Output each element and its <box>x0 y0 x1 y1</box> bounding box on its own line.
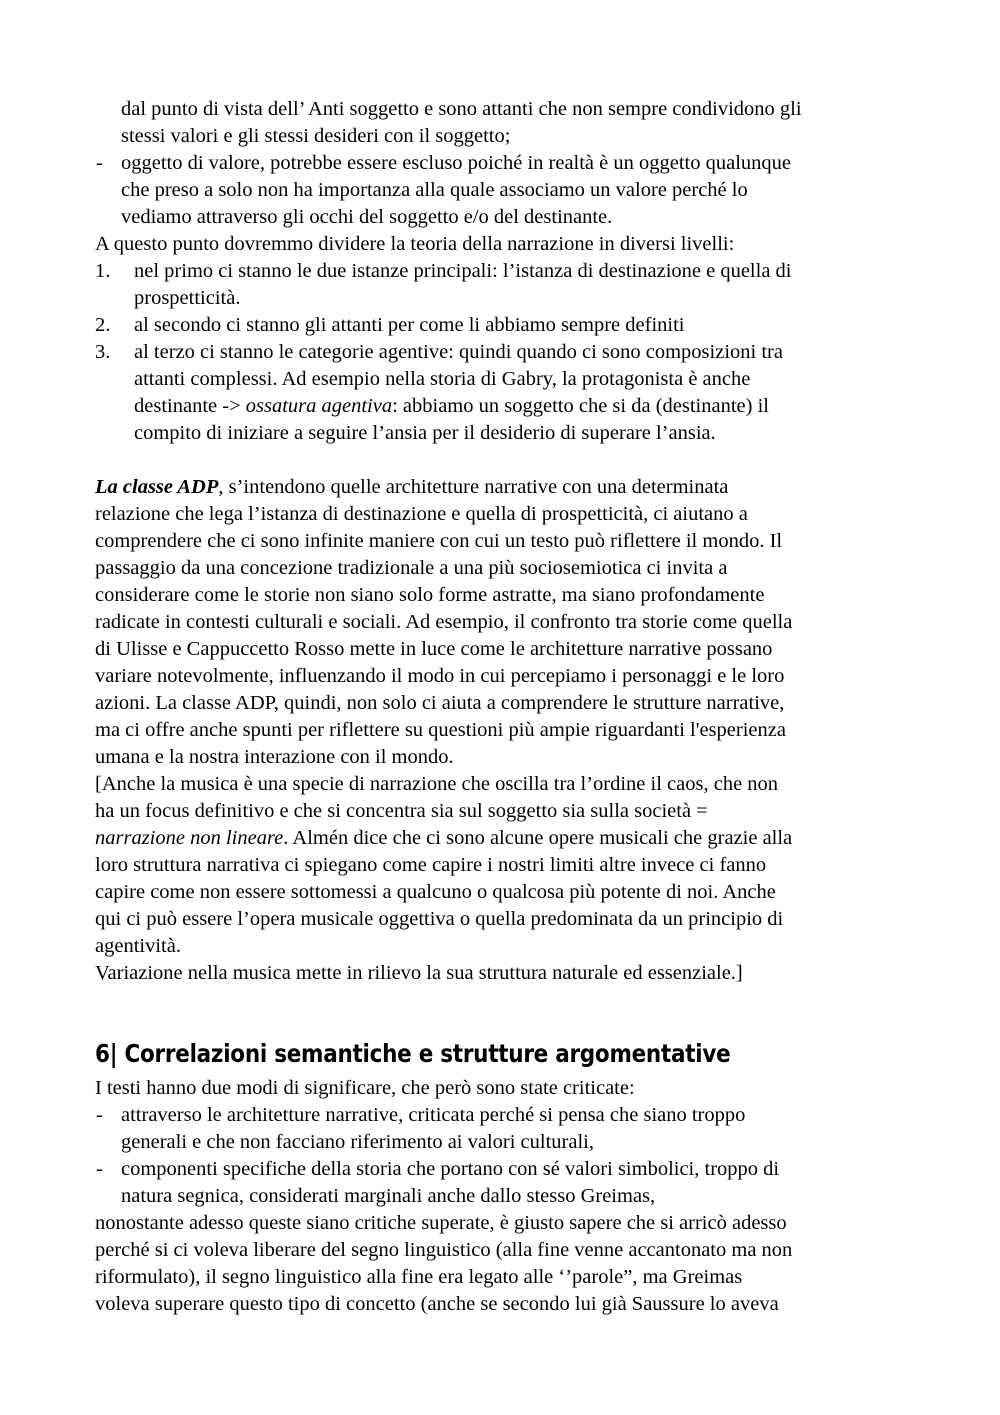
text-run: : abbiamo un soggetto che si da (destinante) il <box>392 395 769 417</box>
text-run: destinante -> <box>134 395 246 417</box>
paragraph-line: ha un focus definitivo e che si concentra sia sul soggetto sia sulla società = <box>95 800 708 822</box>
list-item-line: natura segnica, considerati marginali anche dallo stesso Greimas, <box>121 1185 656 1207</box>
list-item-continuation-line: dal punto di vista dell’ Anti soggetto e sono attanti che non sempre condividono gli <box>121 98 802 120</box>
list-item-line: che preso a solo non ha importanza alla quale associamo un valore perché lo <box>121 179 748 201</box>
section-heading: 6| Correlazioni semantiche e strutture argomentative <box>95 1039 731 1068</box>
paragraph-line: voleva superare questo tipo di concetto (anche se secondo lui già Saussure lo aveva <box>95 1293 779 1315</box>
bold-italic-term: La classe ADP <box>95 476 219 498</box>
list-number: 2. <box>95 314 111 336</box>
list-item-line: compito di iniziare a seguire l’ansia per il desiderio di superare l’ansia. <box>134 422 716 444</box>
list-item-line: componenti specifiche della storia che portano con sé valori simbolici, troppo di <box>121 1158 780 1180</box>
paragraph-line: passaggio da una concezione tradizionale a una più sociosemiotica ci invita a <box>95 557 728 579</box>
list-bullet: - <box>96 152 103 174</box>
list-bullet: - <box>96 1158 103 1180</box>
emphasis-text: narrazione non lineare <box>95 827 284 849</box>
text-run: , s’intendono quelle architetture narrative con una determinata <box>218 476 729 498</box>
list-item-line: attanti complessi. Ad esempio nella storia di Gabry, la protagonista è anche <box>134 368 751 390</box>
list-item-continuation-line: stessi valori e gli stessi desideri con il soggetto; <box>121 125 511 147</box>
paragraph-line: di Ulisse e Cappuccetto Rosso mette in luce come le architetture narrative possano <box>95 638 773 660</box>
paragraph-line: capire come non essere sottomessi a qualcuno o qualcosa più potente di noi. Anche <box>95 881 776 903</box>
paragraph-line <box>95 474 728 501</box>
list-item-line: generali e che non facciano riferimento ai valori culturali, <box>121 1131 594 1153</box>
list-number: 3. <box>95 341 111 363</box>
paragraph-line: A questo punto dovremmo dividere la teoria della narrazione in diversi livelli: <box>95 233 735 255</box>
paragraph-line: qui ci può essere l’opera musicale oggettiva o quella predominata da un principio di <box>95 908 784 930</box>
paragraph-line: I testi hanno due modi di significare, che però sono state criticate: <box>95 1077 635 1099</box>
list-number: 1. <box>95 260 111 282</box>
paragraph-line: variare notevolmente, influenzando il modo in cui percepiamo i personaggi e le loro <box>95 665 785 687</box>
paragraph-line: radicate in contesti culturali e sociali. Ad esempio, il confronto tra storie come quella <box>95 611 793 633</box>
list-item-line: oggetto di valore, potrebbe essere escluso poiché in realtà è un oggetto qualunque <box>121 152 792 174</box>
text-run: . Almén dice che ci sono alcune opere musicali che grazie alla <box>283 827 793 849</box>
list-item-line: attraverso le architetture narrative, criticata perché si pensa che siano troppo <box>121 1104 746 1126</box>
paragraph-line: nonostante adesso queste siano critiche superate, è giusto sapere che si arricò adesso <box>95 1212 787 1234</box>
paragraph-line: riformulato), il segno linguistico alla fine era legato alle ‘’parole”, ma Greimas <box>95 1266 743 1288</box>
emphasis-text: ossatura agentiva <box>245 395 393 417</box>
list-item-line: al terzo ci stanno le categorie agentive: quindi quando ci sono composizioni tra <box>134 341 783 363</box>
paragraph-line: perché si ci voleva liberare del segno linguistico (alla fine venne accantonato ma non <box>95 1239 793 1261</box>
list-item-line <box>134 393 769 420</box>
paragraph-line: loro struttura narrativa ci spiegano come capire i nostri limiti altre invece ci fanno <box>95 854 767 876</box>
paragraph-line: considerare come le storie non siano solo forme astratte, ma siano profondamente <box>95 584 765 606</box>
paragraph-line: [Anche la musica è una specie di narrazione che oscilla tra l’ordine il caos, che non <box>95 773 779 795</box>
paragraph-line <box>95 825 792 852</box>
paragraph-line: umana e la nostra interazione con il mondo. <box>95 746 454 768</box>
list-item-line: nel primo ci stanno le due istanze principali: l’istanza di destinazione e quella di <box>134 260 792 282</box>
paragraph-line: Variazione nella musica mette in rilievo la sua struttura naturale ed essenziale.] <box>95 962 743 984</box>
paragraph-line: relazione che lega l’istanza di destinazione e quella di prospetticità, ci aiutano a <box>95 503 748 525</box>
paragraph-line: ma ci offre anche spunti per riflettere su questioni più ampie riguardanti l'esperienza <box>95 719 786 741</box>
paragraph-line: agentività. <box>95 935 181 957</box>
paragraph-line: comprendere che ci sono infinite maniere con cui un testo può riflettere il mondo. Il <box>95 530 783 552</box>
list-bullet: - <box>96 1104 103 1126</box>
paragraph-line: azioni. La classe ADP, quindi, non solo ci aiuta a comprendere le strutture narrative, <box>95 692 785 714</box>
list-item-line: vediamo attraverso gli occhi del soggetto e/o del destinante. <box>121 206 613 228</box>
list-item-line: al secondo ci stanno gli attanti per come li abbiamo sempre definiti <box>134 314 685 336</box>
list-item-line: prospetticità. <box>134 287 241 309</box>
